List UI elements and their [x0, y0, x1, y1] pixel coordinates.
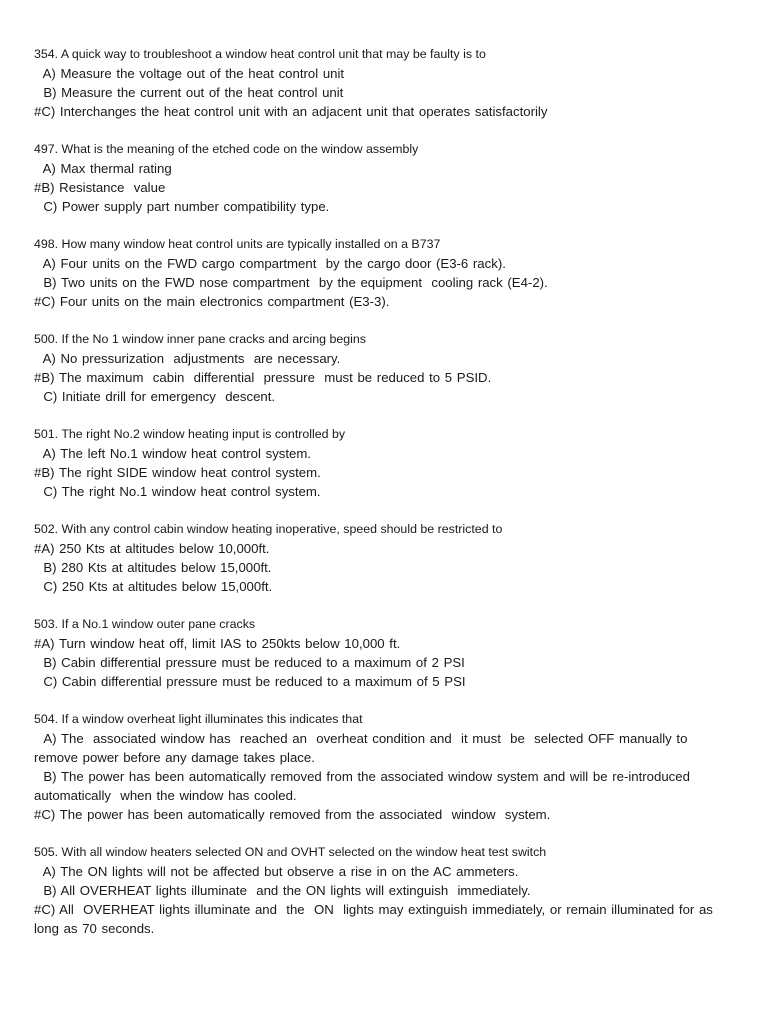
- answer-option-c: C) Power supply part number compatibility type.: [34, 199, 330, 214]
- answer-option-a: A) Measure the voltage out of the heat control unit: [34, 66, 345, 81]
- answer-option-c: C) 250 Kts at altitudes below 15,000ft.: [34, 579, 273, 594]
- answer-option-a: #A) 250 Kts at altitudes below 10,000ft.: [34, 541, 270, 556]
- question-354: [34, 45, 734, 121]
- question-text: 354. A quick way to troubleshoot a window heat control unit that may be faulty is to: [34, 47, 486, 61]
- question-text: 497. What is the meaning of the etched code on the window assembly: [34, 142, 419, 156]
- question-text: 504. If a window overheat light illuminates this indicates that: [34, 712, 363, 726]
- answer-option-a: A) Four units on the FWD cargo compartment by the cargo door (E3-6 rack).: [34, 256, 506, 271]
- question-500: [34, 330, 734, 406]
- answer-option-c: #C) All OVERHEAT lights illuminate and the ON lights may extinguish immediately, or remain illuminated for as long as 70 seconds.: [34, 902, 718, 936]
- answer-option-b: B) All OVERHEAT lights illuminate and the ON lights will extinguish immediately.: [34, 883, 531, 898]
- question-text: 500. If the No 1 window inner pane cracks and arcing begins: [34, 332, 366, 346]
- answer-option-b: B) 280 Kts at altitudes below 15,000ft.: [34, 560, 272, 575]
- question-text: 501. The right No.2 window heating input is controlled by: [34, 427, 346, 441]
- answer-option-b: #B) Resistance value: [34, 180, 166, 195]
- answer-option-c: C) Cabin differential pressure must be reduced to a maximum of 5 PSI: [34, 674, 466, 689]
- question-501: [34, 425, 734, 501]
- answer-option-c: C) The right No.1 window heat control system.: [34, 484, 321, 499]
- answer-option-b: B) The power has been automatically removed from the associated window system and will be re-introduced automatically when the window has cooled.: [34, 769, 700, 803]
- question-505: [34, 843, 734, 938]
- question-504: [34, 710, 734, 824]
- answer-option-a: #A) Turn window heat off, limit IAS to 250kts below 10,000 ft.: [34, 636, 401, 651]
- answer-option-b: #B) The right SIDE window heat control system.: [34, 465, 321, 480]
- answer-option-c: #C) Four units on the main electronics compartment (E3-3).: [34, 294, 390, 309]
- answer-option-b: B) Two units on the FWD nose compartment by the equipment cooling rack (E4-2).: [34, 275, 548, 290]
- question-503: [34, 615, 734, 691]
- answer-option-b: B) Cabin differential pressure must be reduced to a maximum of 2 PSI: [34, 655, 465, 670]
- question-502: [34, 520, 734, 596]
- question-text: 505. With all window heaters selected ON and OVHT selected on the window heat test switch: [34, 845, 547, 859]
- answer-option-c: C) Initiate drill for emergency descent.: [34, 389, 276, 404]
- answer-option-a: A) The associated window has reached an overheat condition and it must be selected OFF manually to remove power before any damage takes place.: [34, 731, 693, 765]
- question-document: [34, 45, 734, 957]
- answer-option-a: A) No pressurization adjustments are necessary.: [34, 351, 341, 366]
- answer-option-b: #B) The maximum cabin differential pressure must be reduced to 5 PSID.: [34, 370, 492, 385]
- answer-option-c: #C) The power has been automatically removed from the associated window system.: [34, 807, 551, 822]
- question-text: 503. If a No.1 window outer pane cracks: [34, 617, 256, 631]
- answer-option-a: A) Max thermal rating: [34, 161, 172, 176]
- answer-option-a: A) The left No.1 window heat control system.: [34, 446, 312, 461]
- question-497: [34, 140, 734, 216]
- question-text: 498. How many window heat control units are typically installed on a B737: [34, 237, 441, 251]
- question-498: [34, 235, 734, 311]
- question-text: 502. With any control cabin window heating inoperative, speed should be restricted to: [34, 522, 503, 536]
- answer-option-a: A) The ON lights will not be affected but observe a rise in on the AC ammeters.: [34, 864, 519, 879]
- answer-option-c: #C) Interchanges the heat control unit with an adjacent unit that operates satisfactorily: [34, 104, 548, 119]
- answer-option-b: B) Measure the current out of the heat control unit: [34, 85, 344, 100]
